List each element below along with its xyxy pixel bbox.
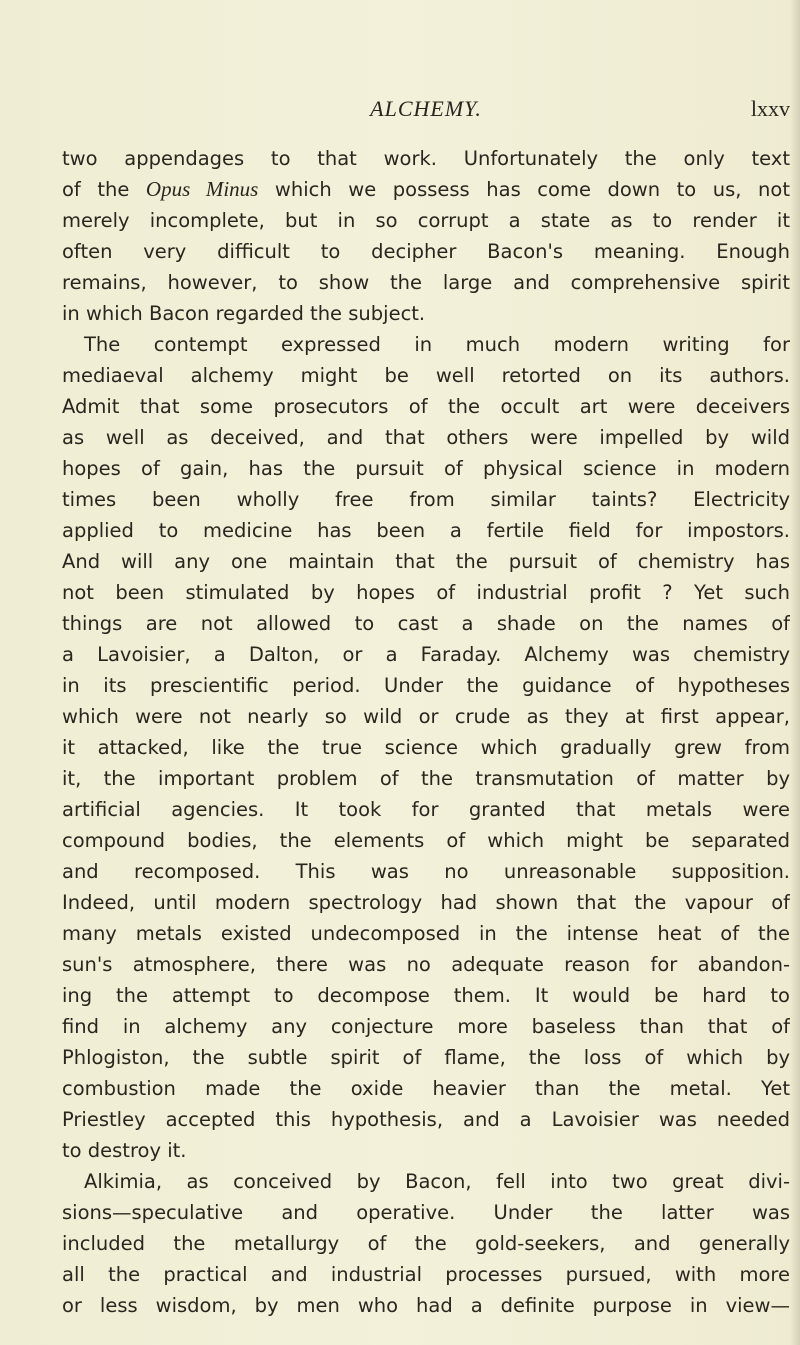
text-line: to destroy it. [62,1139,187,1162]
text-line: a Lavoisier, a Dalton, or a Faraday. Alchemy was chemistry [62,643,790,666]
text-line: Priestley accepted this hypothesis, and a Lavoisier was needed [62,1108,790,1131]
text-run: of the [62,178,146,201]
text-line: not been stimulated by hopes of industrial profit ? Yet such [62,581,790,604]
page-header [62,96,790,130]
page-edge-shadow [790,0,800,1345]
text-line: Phlogiston, the subtle spirit of flame, the loss of which by [62,1046,790,1069]
text-line: times been wholly free from similar taints? Electricity [62,488,790,511]
text-line: remains, however, to show the large and comprehensive spirit [62,271,790,294]
text-line: Alkimia, as conceived by Bacon, fell into two great divi- [84,1170,790,1193]
text-line: many metals existed undecomposed in the intense heat of the [62,922,790,945]
text-line: often very difficult to decipher Bacon's meaning. Enough [62,240,790,263]
text-line: artificial agencies. It took for granted that metals were [62,798,790,821]
page-number: lxxv [750,96,790,121]
text-line: The contempt expressed in much modern writing for [84,333,790,356]
text-line: sions—speculative and operative. Under the latter was [62,1201,790,1224]
book-title-italic: Opus Minus [145,177,259,201]
text-line: or less wisdom, by men who had a definite purpose in view— [62,1294,790,1317]
text-line: applied to medicine has been a fertile field for impostors. [62,519,790,542]
text-line: in which Bacon regarded the subject. [62,302,426,325]
text-run: which we possess has come down to us, not [258,178,790,201]
text-line: find in alchemy any conjecture more baseless than that of [62,1015,790,1038]
body-text [62,143,790,1321]
text-line: Indeed, until modern spectrology had shown that the vapour of [62,891,790,914]
text-line: hopes of gain, has the pursuit of physical science in modern [62,457,790,480]
text-line: compound bodies, the elements of which might be separated [62,829,790,852]
text-line: mediaeval alchemy might be well retorted on its authors. [62,364,790,387]
text-line: Admit that some prosecutors of the occult art were deceivers [62,395,790,418]
text-line: in its prescientific period. Under the guidance of hypotheses [62,674,790,697]
text-line: merely incomplete, but in so corrupt a state as to render it [62,209,790,232]
text-line: And will any one maintain that the pursuit of chemistry has [62,550,790,573]
text-line: and recomposed. This was no unreasonable supposition. [62,860,790,883]
text-line: all the practical and industrial processes pursued, with more [62,1263,790,1286]
text-line: which were not nearly so wild or crude as they at first appear, [62,705,790,728]
text-line [62,174,790,205]
running-title: ALCHEMY. [370,96,482,121]
text-line: things are not allowed to cast a shade on the names of [62,612,790,635]
text-line: ing the attempt to decompose them. It would be hard to [62,984,790,1007]
text-line: as well as deceived, and that others were impelled by wild [62,426,790,449]
text-line: two appendages to that work. Unfortunately the only text [62,147,790,170]
text-line: included the metallurgy of the gold-seekers, and generally [62,1232,790,1255]
text-line: combustion made the oxide heavier than the metal. Yet [62,1077,790,1100]
text-line: it attacked, like the true science which gradually grew from [62,736,790,759]
text-line: it, the important problem of the transmutation of matter by [62,767,790,790]
text-line: sun's atmosphere, there was no adequate reason for abandon- [62,953,790,976]
